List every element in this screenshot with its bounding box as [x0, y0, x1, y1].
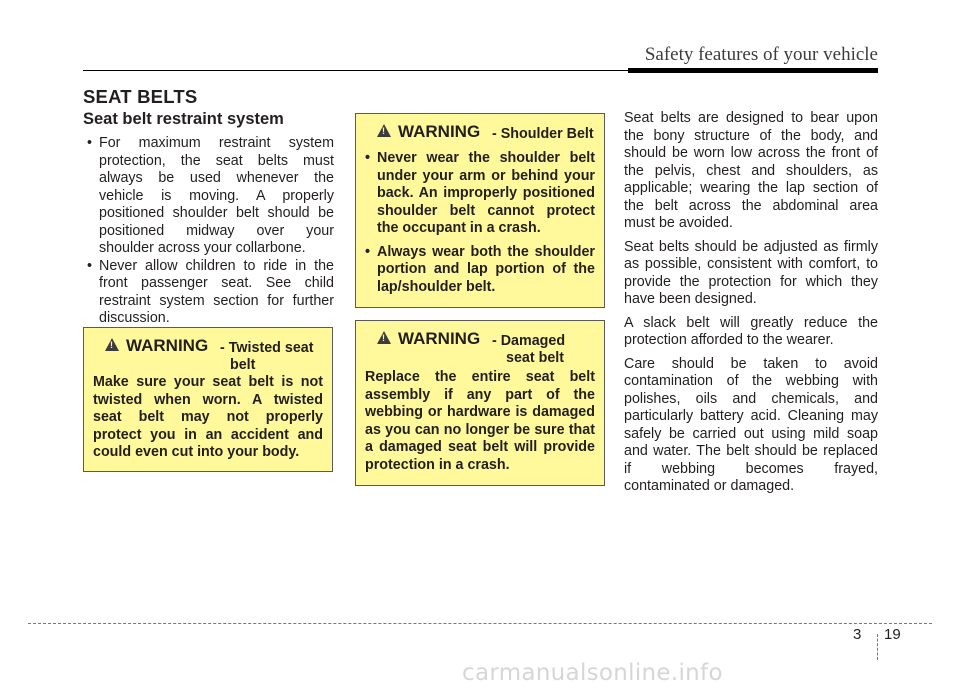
body-text-column [624, 110, 878, 502]
warning-triangle-icon [105, 338, 119, 351]
warning-body: Make sure your seat belt is not twisted when worn. A twisted seat belt may not properly protect you in an accident and could even cut into your body. [93, 374, 323, 460]
warning-label: WARNING [126, 336, 209, 355]
watermark: carmanualsonline.info [462, 660, 723, 686]
warning-subtitle: - Damaged seat belt [492, 333, 566, 366]
footer-rule [28, 623, 932, 624]
warning-label: WARNING [398, 122, 481, 141]
paragraph: A slack belt will greatly reduce the protection afforded to the wearer. [624, 314, 878, 348]
warning-header [365, 122, 595, 150]
chapter-number: 3 [853, 626, 862, 643]
subsection-title: Seat belt restraint system [83, 110, 284, 128]
page-number: 19 [884, 626, 901, 643]
warning-subtitle: - Twisted seat belt [220, 340, 314, 373]
footer-divider [877, 634, 878, 660]
paragraph: Care should be taken to avoid contamination of the webbing with polishes, oils and chemicals, and particularly battery acid. Cleaning may safely be carried out using mild soap and water. The belt should be replaced if webbing becomes frayed, contaminated or damaged. [624, 355, 878, 494]
warning-header [365, 329, 595, 369]
list-item: • Always wear both the shoulder portion and lap portion of the lap/shoulder belt. [365, 244, 595, 297]
warning-triangle-icon [377, 124, 391, 137]
warning-triangle-icon [377, 331, 391, 344]
warning-label: WARNING [398, 329, 481, 348]
header-rule-accent [628, 68, 878, 73]
paragraph: Seat belts are designed to bear upon the bony structure of the body, and should be worn low across the front of the pelvis, chest and shoulders, as applicable; wearing the lap section of the belt across the abdominal area must be avoided. [624, 110, 878, 231]
warning-box-shoulder-belt [355, 113, 605, 308]
page-header-title: Safety features of your vehicle [644, 44, 878, 65]
warning-header [93, 336, 323, 374]
warning-body: Replace the entire seat belt assembly if any part of the webbing or hardware is damaged as you can no longer be sure that a damaged seat belt will provide protection in a crash. [365, 369, 595, 473]
warning-box-damaged-belt [355, 320, 605, 486]
list-item: • For maximum restraint system protection, the seat belts must always be used whenever the vehicle is moving. A properly positioned shoulder belt should be positioned midway over your shoulder across your collarbone. [87, 135, 334, 258]
warning-bullet-list [365, 150, 595, 296]
warning-box-twisted-belt [83, 327, 333, 472]
list-item: • Never wear the shoulder belt under your arm or behind your back. An improperly positioned shoulder belt cannot protect the occupant in a crash. [365, 150, 595, 238]
restraint-bullet-list [87, 135, 334, 328]
list-item: • Never allow children to ride in the front passenger seat. See child restraint system section for further discussion. [87, 258, 334, 328]
warning-subtitle: - Shoulder Belt [492, 126, 594, 142]
section-title: SEAT BELTS [83, 86, 198, 107]
paragraph: Seat belts should be adjusted as firmly as possible, consistent with comfort, to provide the protection for which they have been designed. [624, 238, 878, 307]
